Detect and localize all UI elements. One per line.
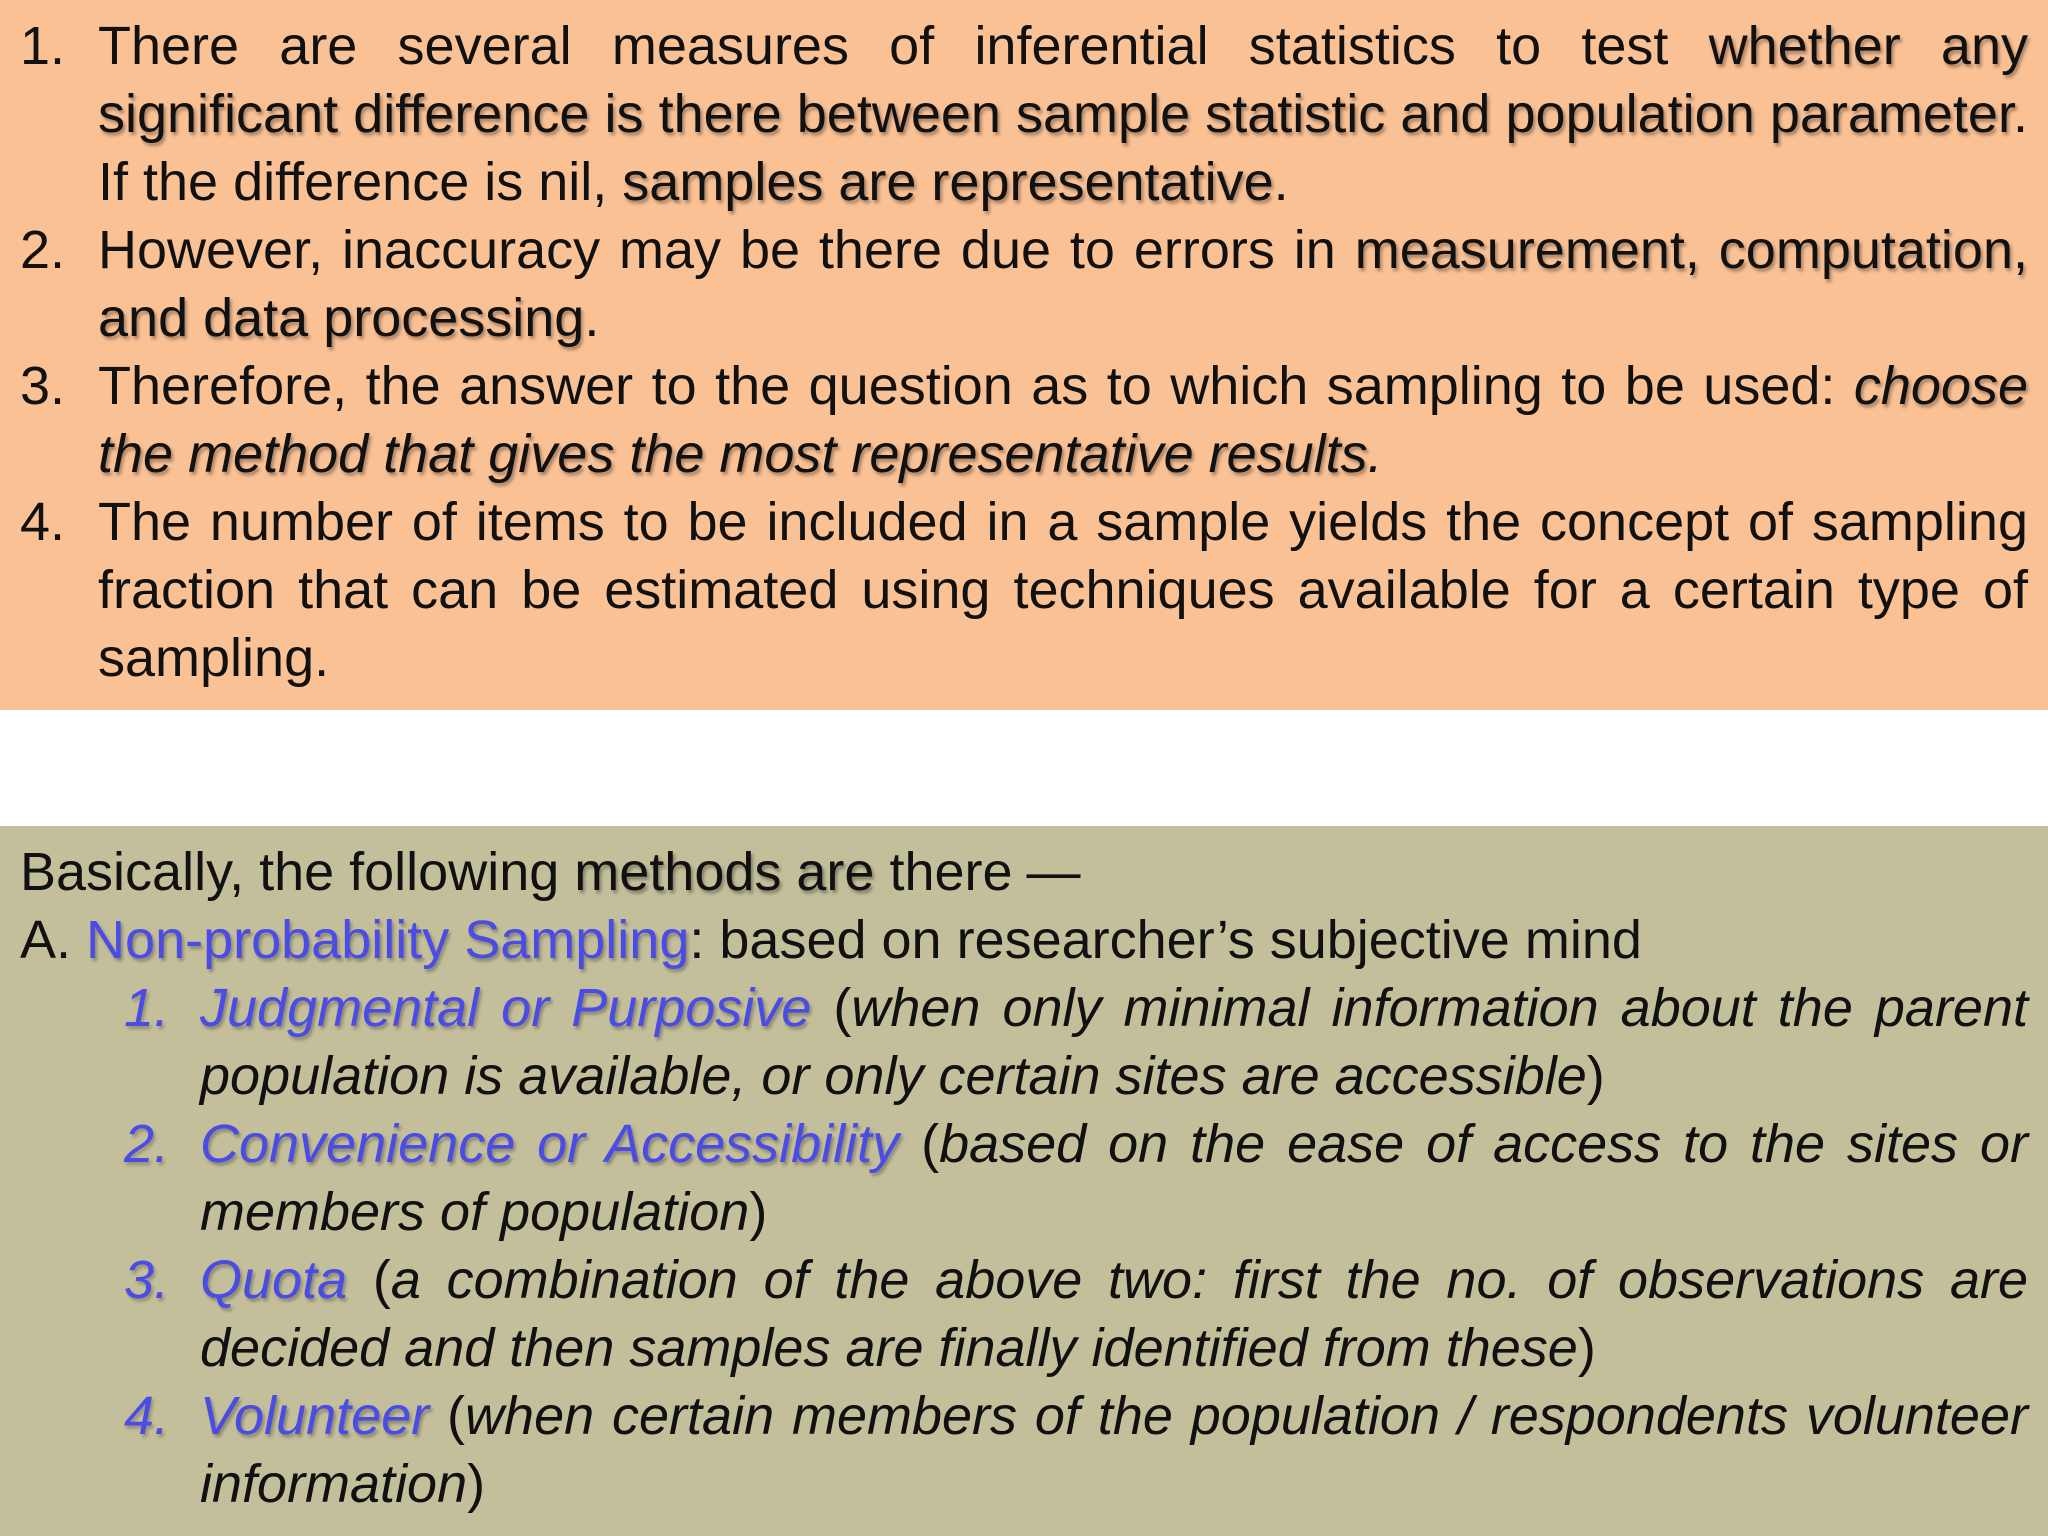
list-item	[20, 488, 2028, 692]
method-number: 4.	[124, 1386, 170, 1446]
item-text: . If the difference is nil,	[98, 84, 2028, 212]
method-item	[124, 1246, 2028, 1382]
intro-text: Basically, the following	[20, 842, 575, 902]
method-description: a combination of the above two: first the no. of observations are decided and then samples are finally identified from these	[200, 1250, 2028, 1378]
item-text: .	[1273, 152, 1289, 212]
item-emphasis: samples are representative	[622, 152, 1274, 212]
method-description: when only minimal information about the parent population is available, or only certain sites are accessible	[200, 978, 2028, 1106]
intro-dash: —	[1026, 842, 1081, 902]
intro-emphasis: methods are	[574, 842, 875, 902]
method-description: when certain members of the population / respondents volunteer information	[200, 1386, 2028, 1514]
method-number: 1.	[124, 978, 170, 1038]
method-name: Quota	[200, 1250, 348, 1310]
item-text: There are several measures of inferential statistics to test	[98, 16, 1709, 76]
method-paren: (	[899, 1114, 940, 1174]
method-name: Convenience or Accessibility	[200, 1114, 900, 1174]
category-heading	[20, 906, 2020, 974]
method-paren: (	[429, 1386, 466, 1446]
category-letter: A.	[20, 910, 72, 970]
category-description: based on researcher’s subjective mind	[704, 910, 1642, 970]
list-item	[20, 352, 2028, 488]
method-description: based on the ease of access to the sites or members of population	[200, 1114, 2028, 1242]
item-text: .	[584, 288, 600, 348]
item-text: The number of items to be included in a sample yields the concept of sampling fraction that can be estimated using techniques available for a certain type of sampling.	[98, 492, 2028, 688]
item-number: 2.	[20, 220, 66, 280]
intro-text: there	[874, 842, 1013, 902]
panel-divider	[0, 710, 2048, 826]
method-paren: )	[749, 1182, 768, 1242]
method-number: 3.	[124, 1250, 170, 1310]
sampling-methods-list	[124, 974, 2028, 1518]
method-item	[124, 1110, 2028, 1246]
method-item	[124, 1382, 2028, 1518]
inference-panel	[0, 0, 2048, 710]
item-text: .	[1367, 424, 1383, 484]
method-paren: (	[811, 978, 852, 1038]
method-number: 2.	[124, 1114, 170, 1174]
item-number: 1.	[20, 16, 66, 76]
list-item	[20, 216, 2028, 352]
list-item	[20, 12, 2028, 216]
method-item	[124, 974, 2028, 1110]
item-text: However, inaccuracy may be there due to errors in	[98, 220, 1355, 280]
item-text: Therefore, the answer to the question as to which sampling to be used:	[98, 356, 1854, 416]
method-paren: )	[1586, 1046, 1605, 1106]
item-emphasis: whether any significant difference is there between sample statistic and population parameter	[98, 16, 2028, 144]
category-colon: :	[689, 910, 705, 970]
methods-intro	[20, 838, 2020, 906]
inference-points-list	[20, 12, 2028, 692]
item-emphasis: choose the method that gives the most representative results	[98, 356, 2028, 484]
method-paren: (	[347, 1250, 391, 1310]
item-emphasis: measurement, computation, and data processing	[98, 220, 2028, 348]
item-number: 3.	[20, 356, 66, 416]
category-name: Non-probability Sampling	[86, 910, 690, 970]
method-name: Judgmental or Purposive	[200, 978, 812, 1038]
item-number: 4.	[20, 492, 66, 552]
method-name: Volunteer	[200, 1386, 430, 1446]
method-paren: )	[1577, 1318, 1596, 1378]
method-paren: )	[467, 1454, 486, 1514]
